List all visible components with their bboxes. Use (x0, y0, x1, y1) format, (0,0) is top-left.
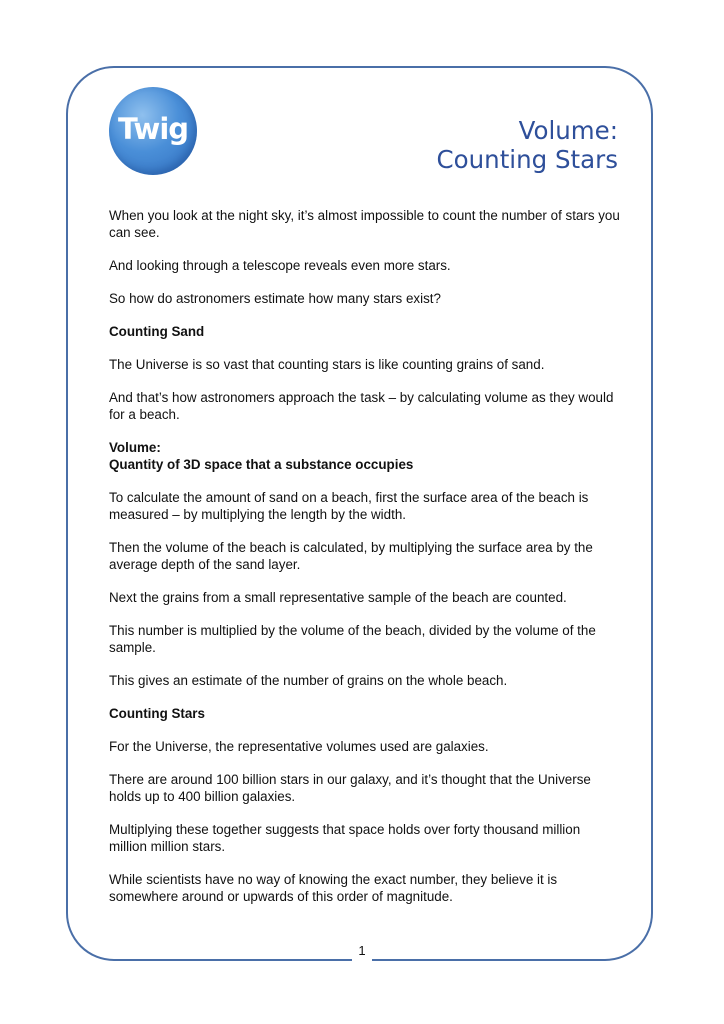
page-title (437, 116, 618, 174)
paragraph: When you look at the night sky, it’s almost impossible to count the number of stars you can see. (109, 208, 620, 240)
twig-logo (109, 87, 197, 175)
section-heading: Counting Stars (109, 706, 205, 721)
paragraph: There are around 100 billion stars in our galaxy, and it’s thought that the Universe holds up to 400 billion galaxies. (109, 772, 591, 804)
paragraph: Then the volume of the beach is calculated, by multiplying the surface area by the average depth of the sand layer. (109, 540, 593, 572)
paragraph: While scientists have no way of knowing the exact number, they believe it is somewhere around or upwards of this order of magnitude. (109, 872, 558, 904)
paragraph: Next the grains from a small representative sample of the beach are counted. (109, 590, 567, 605)
section-heading: Counting Sand (109, 324, 205, 339)
article-body (109, 207, 621, 921)
paragraph: For the Universe, the representative volumes used are galaxies. (109, 739, 489, 754)
logo-text: Twig (117, 112, 189, 146)
paragraph: So how do astronomers estimate how many stars exist? (109, 291, 441, 306)
paragraph: To calculate the amount of sand on a beach, first the surface area of the beach is measured – by multiplying the length by the width. (109, 490, 589, 522)
title-line-2: Counting Stars (436, 145, 618, 174)
definition-term: Volume: (109, 440, 161, 455)
definition-text: Quantity of 3D space that a substance occupies (109, 457, 414, 472)
title-line-1: Volume: (518, 116, 618, 145)
paragraph: And that’s how astronomers approach the task – by calculating volume as they would for a beach. (109, 390, 614, 422)
paragraph: The Universe is so vast that counting stars is like counting grains of sand. (109, 357, 545, 372)
paragraph: This gives an estimate of the number of grains on the whole beach. (109, 673, 508, 688)
definition-heading (109, 439, 621, 473)
page-number: 1 (352, 944, 372, 964)
paragraph: Multiplying these together suggests that space holds over forty thousand million million million stars. (109, 822, 581, 854)
paragraph: This number is multiplied by the volume of the beach, divided by the volume of the sample. (109, 623, 596, 655)
paragraph: And looking through a telescope reveals even more stars. (109, 258, 451, 273)
